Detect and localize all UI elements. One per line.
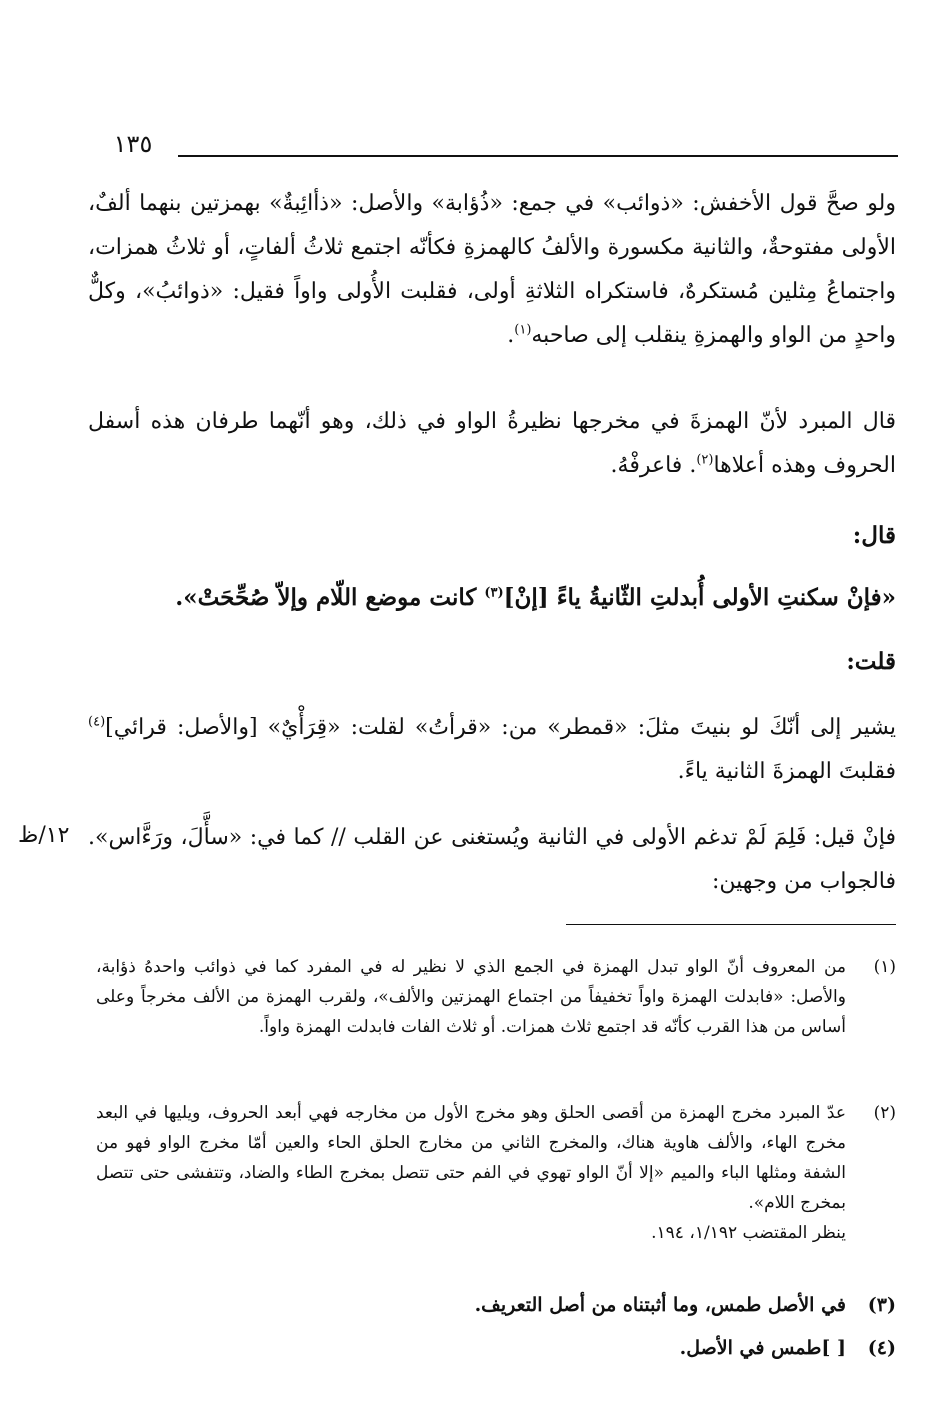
footnote-4 xyxy=(96,1333,896,1363)
footnote-3-text: في الأصل طمس، وما أثبتناه من أصل التعريف. xyxy=(474,1294,846,1316)
footnote-rule xyxy=(566,924,896,925)
paragraph-2-text: قال المبرد لأنّ الهمزةَ في مخرجها نظيرةُ الواو في ذلك، وهو أنّهما طرفان هذه أسفل الحروف وهذه أعلاها xyxy=(88,409,896,478)
paragraph-1-end: . xyxy=(507,323,515,348)
footnote-ref-2: (٢) xyxy=(696,452,714,468)
heading-qal: قال: xyxy=(852,522,896,549)
footnote-2-number: (٢) xyxy=(873,1103,896,1123)
paragraph-3-end: فقلبتَ الهمزةَ الثانية ياءً. xyxy=(677,759,896,784)
footnote-3 xyxy=(96,1290,896,1320)
paragraph-3-text: يشير إلى أنّكَ لو بنيتَ مثلَ: «قمطر» من: «قرأتُ» لقلت: «قِرَأْيٌ» [والأصل: قرائي] xyxy=(105,715,896,740)
footnote-3-number: (٣) xyxy=(867,1294,896,1316)
footnote-2 xyxy=(96,1098,896,1248)
heading-qultu: قلت: xyxy=(846,648,896,675)
paragraph-3 xyxy=(88,706,896,794)
quoted-text xyxy=(88,576,896,620)
paragraph-1 xyxy=(88,182,896,358)
footnote-ref-3: (٣) xyxy=(484,585,504,601)
quoted-text-a: «فإنْ سكنتِ الأولى أُبدلتِ الثّانيةُ ياءً [إنْ] xyxy=(503,584,896,611)
paragraph-1-text: ولو صحَّ قول الأخفش: «ذوائب» في جمع: «ذُؤابة» والأصل: «ذأائِبةٌ» بهمزتين بنهما ألفٌ، الأولى مفتوحةٌ، والثانية مكسورة والألفُ كالهمزةِ فكأنّه اجتمع ثلاثُ ألفاتٍ، أو ثلاثُ همزات، واجتماعُ مِثلين مُستكرهٌ، فاستكراه الثلاثةِ أولى، فقلبت الأُولى واواً فقيل: «ذوائبُ»، وكلٌّ واحدٍ من الواو والهمزةِ ينقلب إلى صاحبه xyxy=(88,191,896,348)
footnote-4-text: [ ]طمس في الأصل. xyxy=(679,1337,846,1359)
header-rule xyxy=(178,155,898,157)
footnote-1-number: (١) xyxy=(873,957,896,977)
paragraph-2 xyxy=(88,400,896,488)
footnote-2-reference: ينظر المقتضب ١/١٩٢، ١٩٤. xyxy=(651,1223,846,1243)
paragraph-2-end: . فاعرفْهُ. xyxy=(610,453,697,478)
footnote-ref-1: (١) xyxy=(514,322,532,338)
paragraph-4: فإنْ قيل: فَلِمَ لَمْ تدغم الأولى في الثانية ويُستغنى عن القلب // كما في: «سأَّلَ، ورَءَّاس». فالجواب من وجهين: xyxy=(88,825,896,894)
page-number: ١٣٥ xyxy=(113,130,153,158)
margin-folio-note: ١٢/ظ xyxy=(18,823,70,848)
footnote-1-text: من المعروف أنّ الواو تبدل الهمزة في الجمع الذي لا نظير له في المفرد كما في ذوائب واحدهُ ذؤابة، والأصل: «فابدلت الهمزة واواً تخفيفاً من اجتماع الهمزتين والألف»، ولقرب الهمزة من الألف مخرجاً وعلى أساس من هذا القرب كأنّه قد اجتمع ثلاث همزات. أو ثلاث الفات فابدلت الهمزة واواً. xyxy=(96,957,846,1037)
footnote-2-text: عدّ المبرد مخرج الهمزة من أقصى الحلق وهو مخرج الأول من مخارجه فهي أبعد الحروف، ويليها في البعد مخرج الهاء، والألف هاوية هناك، والمخرج الثاني من مخارج الحلق الحاء والعين أمّا مخرج الواو فهو من الشفة ومثلها الباء والميم «إلا أنّ الواو تهوي في الفم حتى تتصل بمخرج الطاء والضاد، وتتفشى حتى تتصل بمخرج اللام». xyxy=(96,1103,846,1213)
footnote-1 xyxy=(96,952,896,1042)
footnote-4-number: (٤) xyxy=(867,1337,896,1359)
quoted-text-b: كانت موضع اللّام وإلاّ صُحِّحَتْ». xyxy=(175,584,485,611)
footnote-ref-4: (٤) xyxy=(88,714,106,730)
